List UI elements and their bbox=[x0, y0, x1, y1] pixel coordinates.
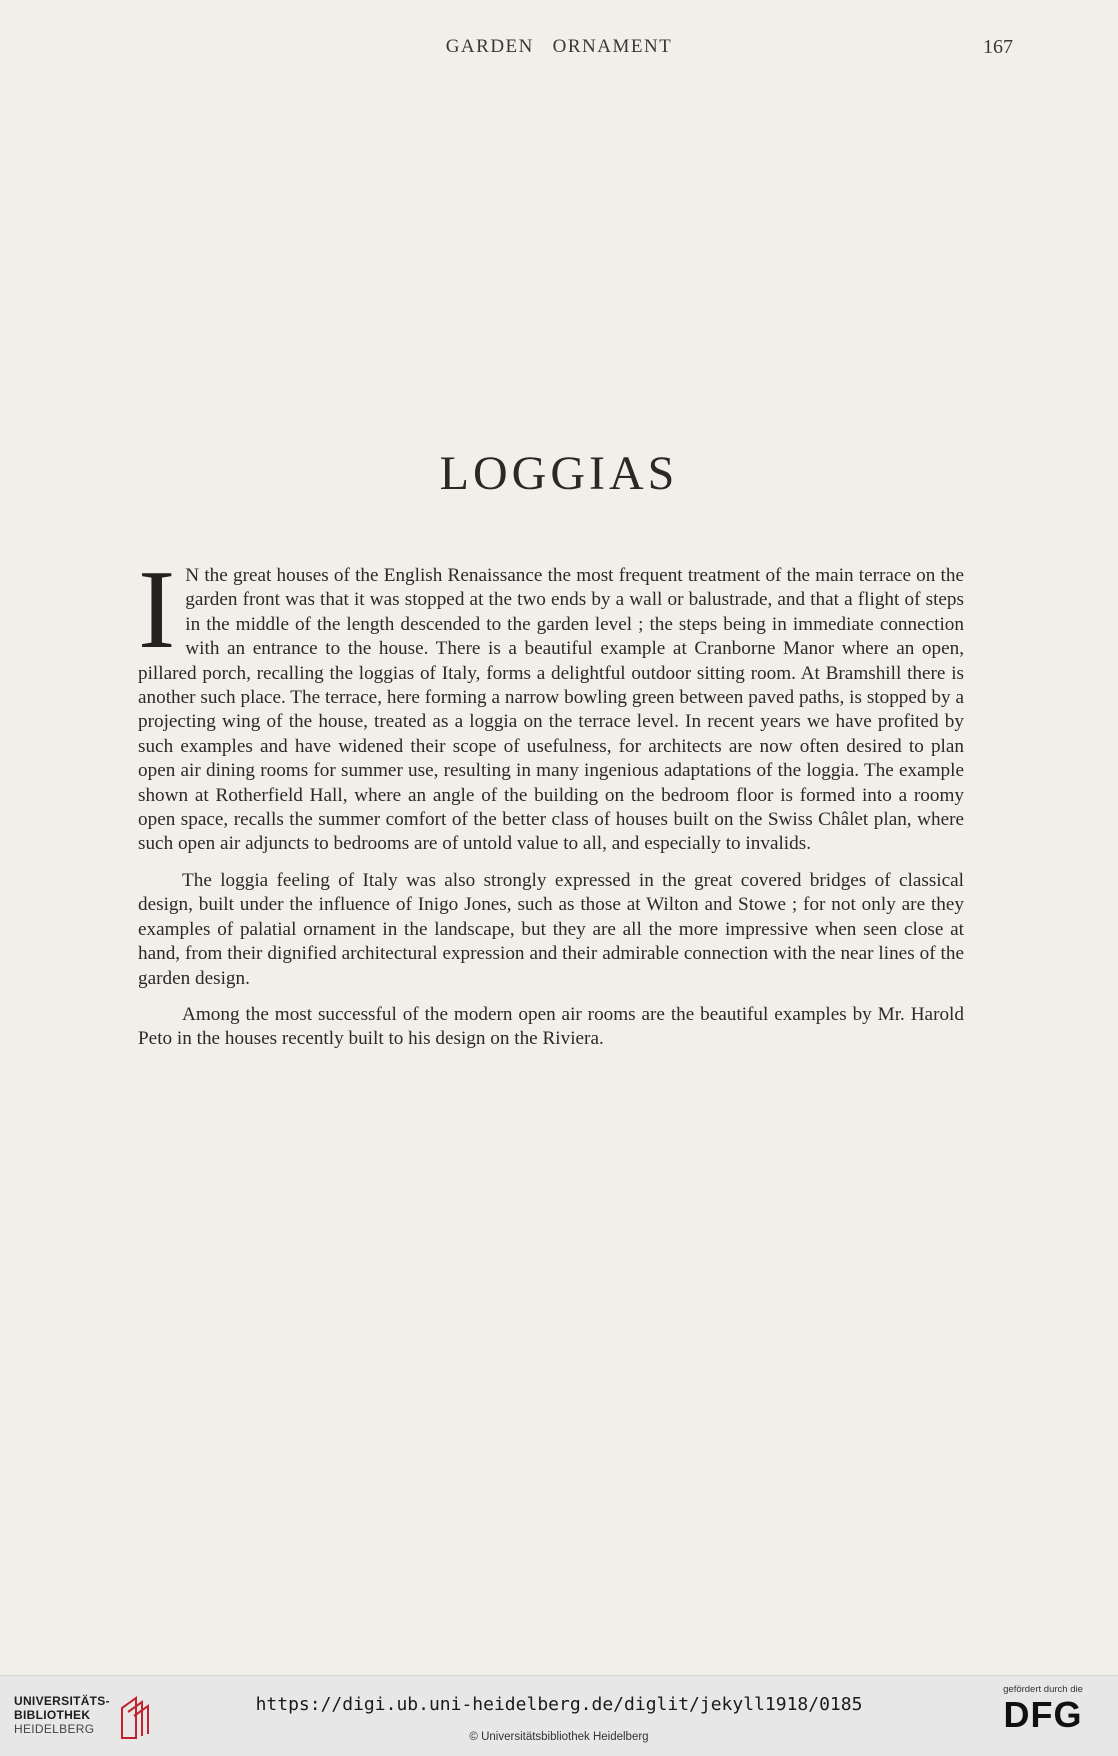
library-name-line3: HEIDELBERG bbox=[14, 1722, 95, 1736]
funded-by-label: gefördert durch die bbox=[1003, 1684, 1083, 1695]
permalink-url[interactable]: https://digi.ub.uni-heidelberg.de/diglit/jekyll1918/0185 bbox=[255, 1694, 863, 1715]
drop-cap: I bbox=[138, 548, 176, 672]
running-head: GARDEN ORNAMENT bbox=[445, 36, 673, 57]
library-name-line1: UNIVERSITÄTS- bbox=[14, 1694, 110, 1708]
viewer-footer bbox=[0, 1675, 1118, 1756]
paragraph-3: Among the most successful of the modern open air rooms are the beautiful examples by Mr. Harold Peto in the houses recently built to his design on the Riviera. bbox=[138, 1003, 964, 1050]
copyright-notice: © Universitätsbibliothek Heidelberg bbox=[469, 1731, 649, 1743]
paragraph-1-text: N the great houses of the English Renaissance the most frequent treatment of the main terrace on the garden front was that it was stopped at the two ends by a wall or balustrade, and that a flight of steps in the middle of the length descended to the garden level ; the steps being in immediate connection with an entrance to the house. There is a beautiful example at Cranborne Manor where an open, pillared porch, recalling the loggias of Italy, forms a delightful outdoor sitting room. At Bramshill there is another such place. The terrace, here forming a narrow bowling green between paved paths, is stopped by a projecting wing of the house, treated as a loggia on the terrace level. In recent years we have profited by such examples and have widened their scope of usefulness, for architects are now often desired to plan open air dining rooms for summer use, resulting in many ingenious adaptations of the loggia. The example shown at Rotherfield Hall, where an angle of the building on the bedroom floor is formed into a roomy open space, recalls the summer comfort of the better class of houses built on the Swiss Châlet plan, where such open air adjuncts to bedrooms are of untold value to all, and especially to invalids. bbox=[138, 565, 964, 855]
paragraph-2: The loggia feeling of Italy was also strongly expressed in the great covered bridges of classical design, built under the influence of Inigo Jones, such as those at Wilton and Stowe ; for not only are they examples of palatial ornament in the landscape, but they are all the more impressive when seen close at hand, from their dignified architectural expression and their admirable connection with the near lines of the garden design. bbox=[138, 869, 964, 989]
dfg-logo[interactable] bbox=[988, 1684, 1098, 1733]
paragraph-1 bbox=[138, 548, 964, 857]
page-number: 167 bbox=[983, 36, 1013, 58]
chapter-title: LOGGIAS bbox=[439, 447, 679, 500]
dfg-wordmark: DFG bbox=[1003, 1694, 1083, 1735]
article-body bbox=[138, 548, 964, 1064]
library-name-line2: BIBLIOTHEK bbox=[14, 1708, 91, 1722]
